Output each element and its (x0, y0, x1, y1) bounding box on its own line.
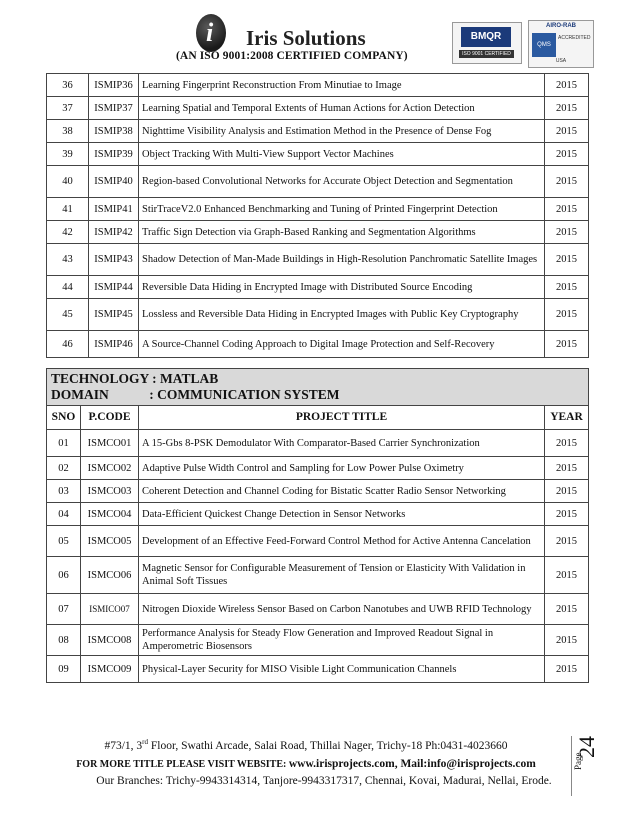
row-sno: 43 (47, 244, 89, 276)
project-table-image-processing (46, 73, 589, 358)
header-sno: SNO (47, 406, 81, 430)
row-title: Coherent Detection and Channel Coding for Bistatic Scatter Radio Sensor Networking (139, 480, 545, 503)
badge1-top: BMQR (461, 27, 511, 47)
row-year: 2015 (545, 594, 589, 625)
company-name: Iris Solutions (246, 26, 366, 50)
row-year: 2015 (545, 656, 589, 683)
row-year: 2015 (545, 244, 589, 276)
row-sno: 09 (47, 656, 81, 683)
row-year: 2015 (545, 557, 589, 594)
row-sno: 45 (47, 299, 89, 331)
table-row (47, 480, 589, 503)
row-sno: 04 (47, 503, 81, 526)
table-row (47, 656, 589, 683)
row-year: 2015 (545, 526, 589, 557)
company-logo (196, 14, 226, 52)
row-title: Learning Fingerprint Reconstruction From Minutiae to Image (139, 74, 545, 97)
header-year: YEAR (545, 406, 589, 430)
row-year: 2015 (545, 625, 589, 656)
address-pre: #73/1, 3 (104, 739, 143, 752)
row-title: Traffic Sign Detection via Graph-Based Ranking and Segmentation Algorithms (139, 221, 545, 244)
row-pcode: ISMCO03 (81, 480, 139, 503)
more-prefix: FOR MORE TITLE PLEASE VISIT WEBSITE: (76, 759, 287, 770)
footer-more (46, 758, 566, 770)
row-title: StirTraceV2.0 Enhanced Benchmarking and Tuning of Printed Fingerprint Detection (139, 198, 545, 221)
row-year: 2015 (545, 120, 589, 143)
row-sno: 46 (47, 331, 89, 358)
table-row (47, 97, 589, 120)
row-title: Development of an Effective Feed-Forward Control Method for Active Antenna Cancelation (139, 526, 545, 557)
table-row (47, 276, 589, 299)
row-title: A 15-Gbs 8-PSK Demodulator With Comparator-Based Carrier Synchronization (139, 430, 545, 457)
row-year: 2015 (545, 430, 589, 457)
row-pcode: ISMICO07 (81, 594, 139, 625)
row-pcode: ISMCO05 (81, 526, 139, 557)
row-title: Lossless and Reversible Data Hiding in Encrypted Images with Public Key Cryptography (139, 299, 545, 331)
row-title: Nitrogen Dioxide Wireless Sensor Based on Carbon Nanotubes and UWB RFID Technology (139, 594, 545, 625)
row-pcode: ISMIP38 (89, 120, 139, 143)
row-sno: 02 (47, 457, 81, 480)
technology-domain-cell (47, 369, 589, 406)
badge2-side: ACCREDITED (558, 35, 591, 41)
table-row (47, 221, 589, 244)
row-year: 2015 (545, 74, 589, 97)
row-sno: 37 (47, 97, 89, 120)
row-title: Shadow Detection of Man-Made Buildings in High-Resolution Panchromatic Satellite Images (139, 244, 545, 276)
table-row (47, 557, 589, 594)
row-pcode: ISMIP39 (89, 143, 139, 166)
table-row (47, 503, 589, 526)
footer-branches: Our Branches: Trichy-9943314314, Tanjore-9943317317, Chennai, Kovai, Madurai, Nellai, Erode. (96, 775, 552, 787)
table-row (47, 143, 589, 166)
row-sno: 40 (47, 166, 89, 198)
header-title: PROJECT TITLE (139, 406, 545, 430)
row-pcode: ISMIP41 (89, 198, 139, 221)
row-sno: 03 (47, 480, 81, 503)
project-table-communication (46, 368, 589, 683)
row-year: 2015 (545, 198, 589, 221)
row-title: Performance Analysis for Steady Flow Generation and Improved Readout Signal in Amperometric Biosensors (139, 625, 545, 656)
table-row (47, 331, 589, 358)
row-pcode: ISMCO08 (81, 625, 139, 656)
row-year: 2015 (545, 457, 589, 480)
row-sno: 39 (47, 143, 89, 166)
table-row (47, 526, 589, 557)
table-row (47, 594, 589, 625)
row-year: 2015 (545, 221, 589, 244)
row-year: 2015 (545, 166, 589, 198)
row-pcode: ISMIP43 (89, 244, 139, 276)
logo-letter: i (206, 18, 214, 47)
table-row (47, 166, 589, 198)
row-title: Magnetic Sensor for Configurable Measurement of Tension or Elasticity With Validation in Animal Soft Tissues (139, 557, 545, 594)
row-sno: 38 (47, 120, 89, 143)
address-sup: rd (142, 738, 149, 746)
row-sno: 08 (47, 625, 81, 656)
footer-address (46, 738, 566, 752)
row-pcode: ISMIP44 (89, 276, 139, 299)
accreditation-badge (528, 20, 594, 68)
row-pcode: ISMCO02 (81, 457, 139, 480)
table-row (47, 198, 589, 221)
table-row (47, 74, 589, 97)
table-row (47, 244, 589, 276)
row-sno: 42 (47, 221, 89, 244)
table-row (47, 120, 589, 143)
row-title: Physical-Layer Security for MISO Visible Light Communication Channels (139, 656, 545, 683)
row-sno: 05 (47, 526, 81, 557)
row-title: A Source-Channel Coding Approach to Digital Image Protection and Self-Recovery (139, 331, 545, 358)
row-sno: 06 (47, 557, 81, 594)
domain-label: DOMAIN : COMMUNICATION SYSTEM (51, 387, 340, 402)
row-title: Reversible Data Hiding in Encrypted Image with Distributed Source Encoding (139, 276, 545, 299)
row-pcode: ISMCO06 (81, 557, 139, 594)
technology-domain-row (47, 369, 589, 406)
badge2-bottom: USA (555, 58, 567, 64)
row-title: Data-Efficient Quickest Change Detection in Sensor Networks (139, 503, 545, 526)
row-year: 2015 (545, 97, 589, 120)
table-row (47, 430, 589, 457)
badge2-top: AIRO-RAB (546, 23, 576, 29)
row-sno: 01 (47, 430, 81, 457)
table-row (47, 457, 589, 480)
row-title: Region-based Convolutional Networks for Accurate Object Detection and Segmentation (139, 166, 545, 198)
row-sno: 36 (47, 74, 89, 97)
row-pcode: ISMIP42 (89, 221, 139, 244)
row-pcode: ISMCO01 (81, 430, 139, 457)
row-year: 2015 (545, 331, 589, 358)
row-title: Adaptive Pulse Width Control and Sampling for Low Power Pulse Oximetry (139, 457, 545, 480)
row-pcode: ISMCO04 (81, 503, 139, 526)
row-pcode: ISMIP40 (89, 166, 139, 198)
page-number: 24 (574, 736, 599, 758)
badge2-mid: QMS (532, 33, 556, 57)
header-pcode: P.CODE (81, 406, 139, 430)
table-row (47, 625, 589, 656)
row-pcode: ISMIP36 (89, 74, 139, 97)
row-year: 2015 (545, 480, 589, 503)
row-pcode: ISMIP45 (89, 299, 139, 331)
row-title: Learning Spatial and Temporal Extents of Human Actions for Action Detection (139, 97, 545, 120)
row-sno: 41 (47, 198, 89, 221)
row-title: Nighttime Visibility Analysis and Estimation Method in the Presence of Dense Fog (139, 120, 545, 143)
row-pcode: ISMIP46 (89, 331, 139, 358)
row-year: 2015 (545, 276, 589, 299)
row-pcode: ISMCO09 (81, 656, 139, 683)
page-label: Page (573, 752, 583, 770)
row-year: 2015 (545, 299, 589, 331)
row-title: Object Tracking With Multi-View Support Vector Machines (139, 143, 545, 166)
table-header-row (47, 406, 589, 430)
row-pcode: ISMIP37 (89, 97, 139, 120)
technology-label: TECHNOLOGY : MATLAB (51, 371, 219, 386)
bmqr-badge (452, 22, 522, 64)
certification-line: (AN ISO 9001:2008 CERTIFIED COMPANY) (176, 50, 408, 62)
row-sno: 44 (47, 276, 89, 299)
badge1-bottom: ISO 9001 CERTIFIED (459, 50, 514, 58)
row-sno: 07 (47, 594, 81, 625)
address-post: Floor, Swathi Arcade, Salai Road, Thillai Nager, Trichy-18 Ph:0431-4023660 (148, 739, 508, 752)
row-year: 2015 (545, 503, 589, 526)
table-row (47, 299, 589, 331)
mail-link[interactable]: , Mail:info@irisprojects.com (394, 758, 536, 770)
website-link[interactable]: www.irisprojects.com (288, 758, 395, 770)
row-year: 2015 (545, 143, 589, 166)
